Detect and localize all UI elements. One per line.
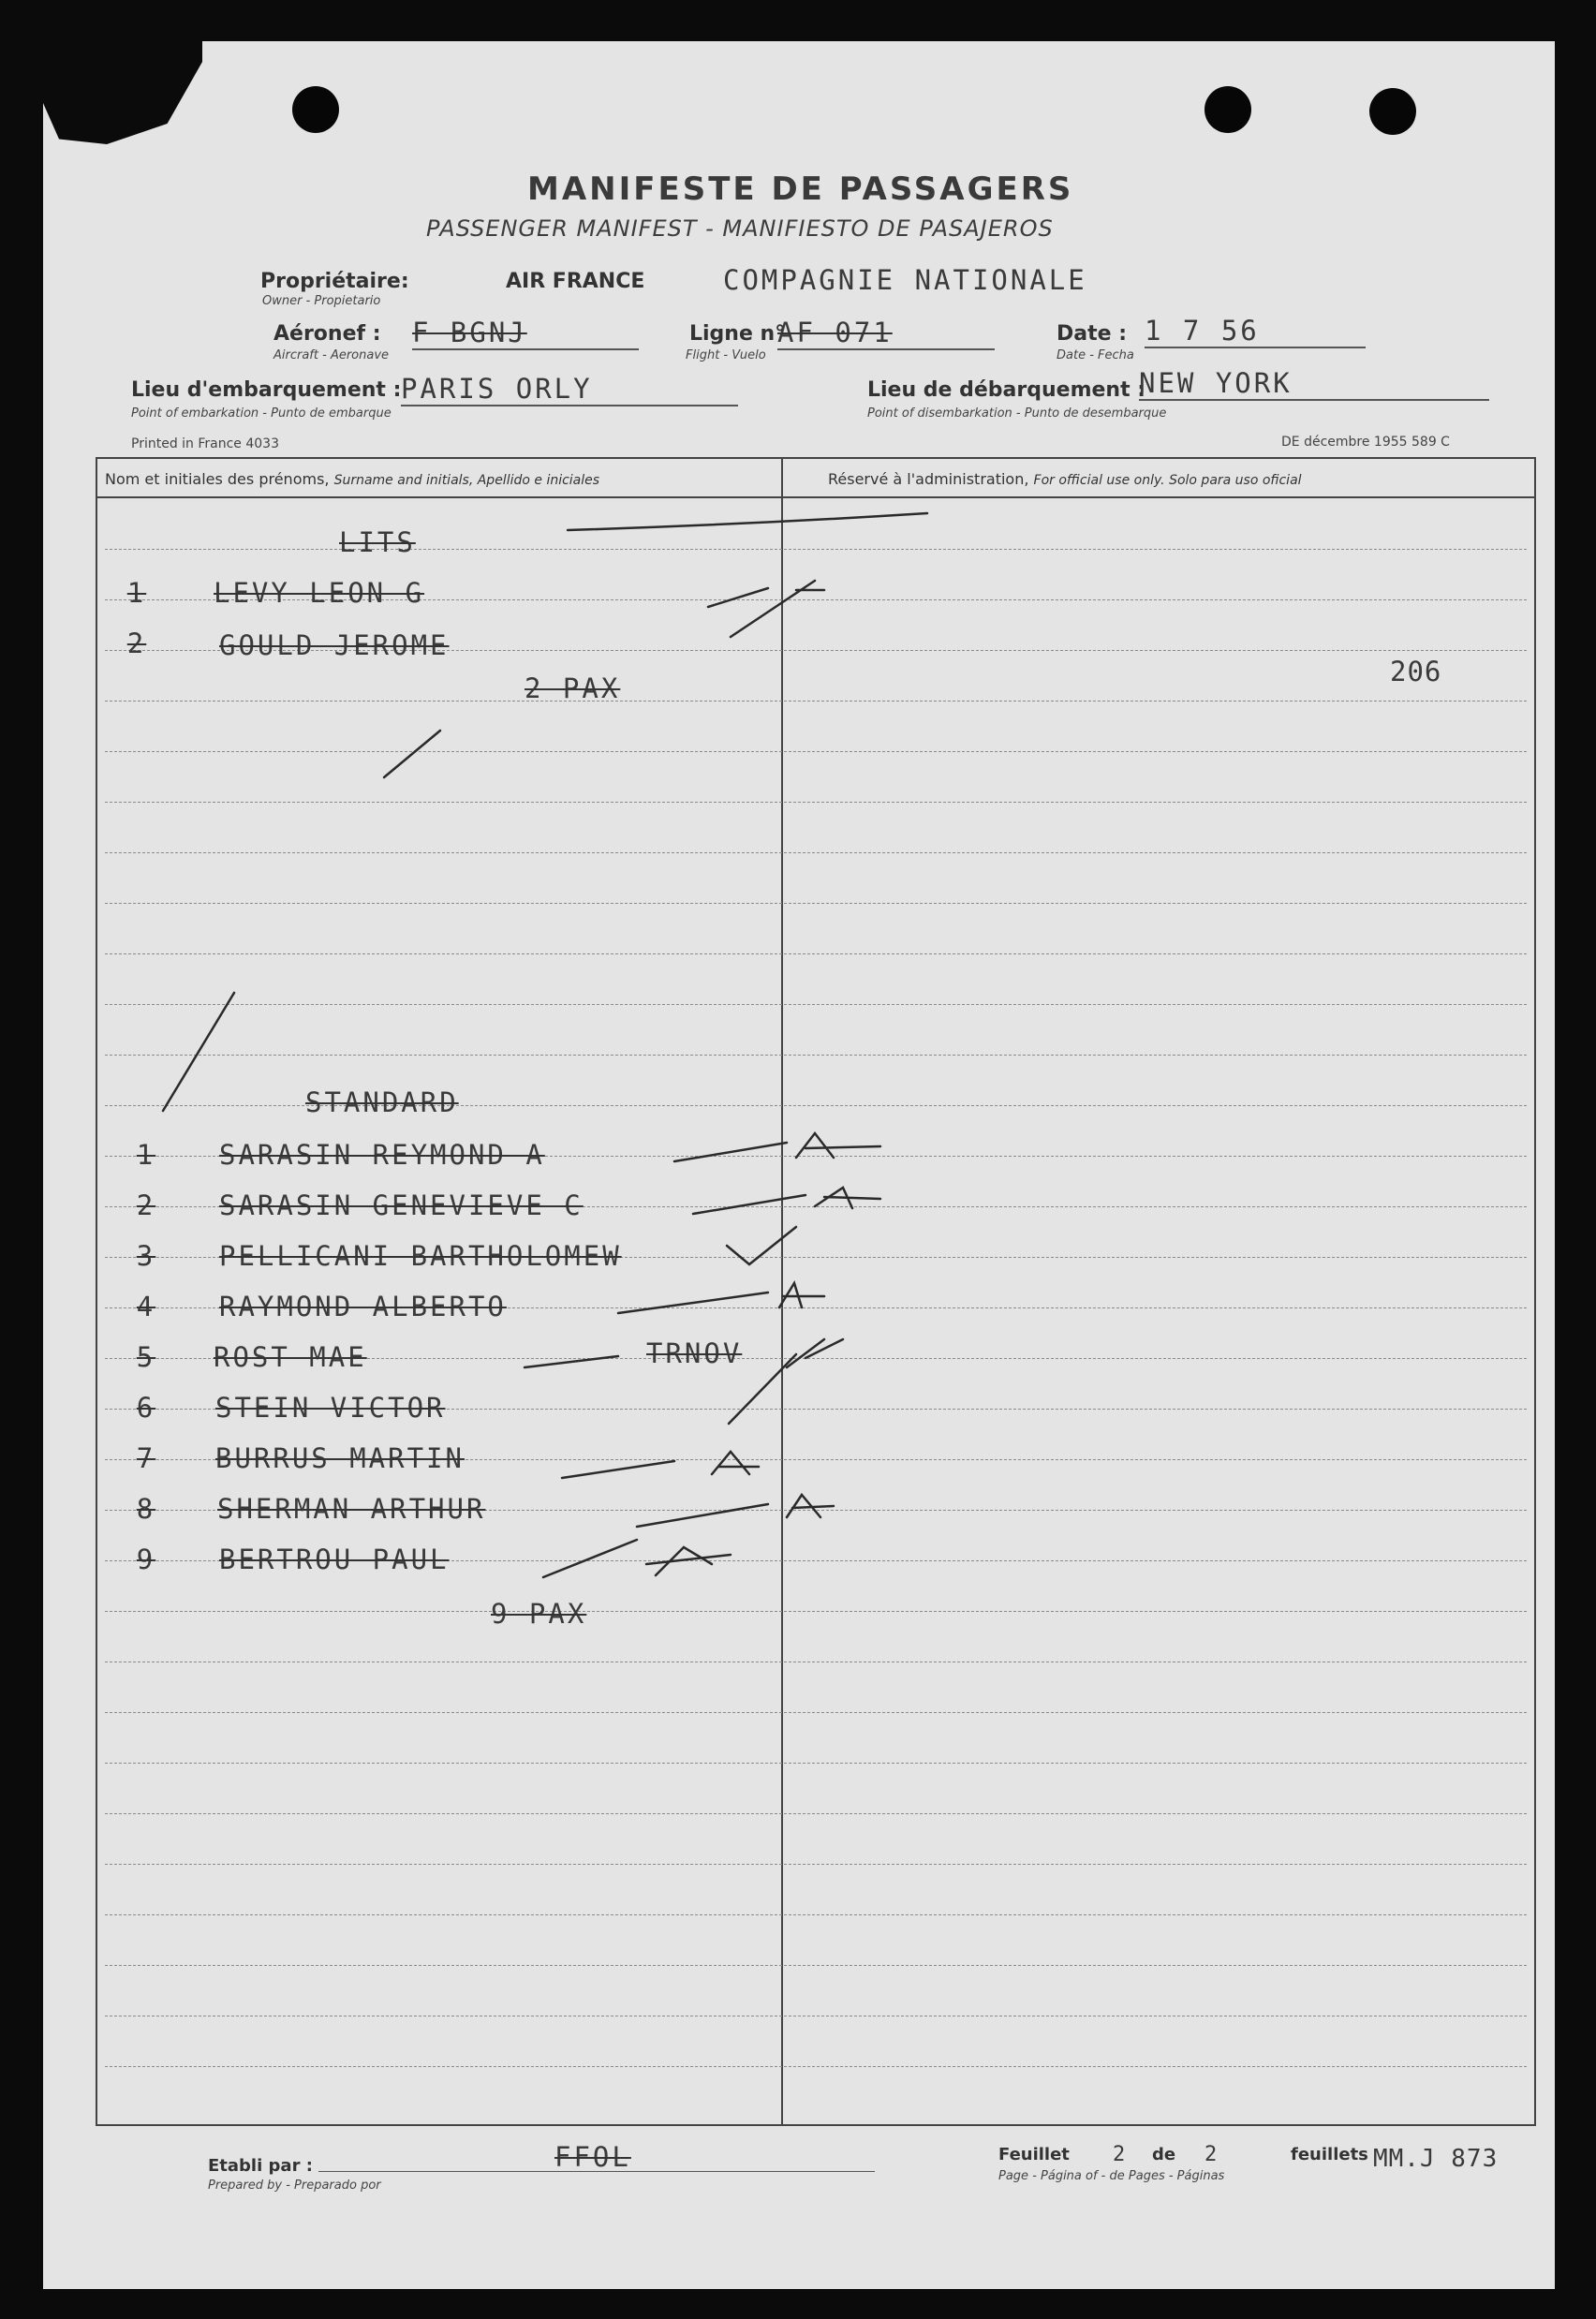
owner-sublabel: Owner - Propietario (262, 294, 381, 308)
pen-line (568, 513, 927, 530)
tick-mark (562, 1452, 759, 1478)
disembark-label: Lieu de débarquement : (867, 378, 1146, 402)
standard-total: 9 PAX (491, 1598, 587, 1630)
standard-row-num: 2 (136, 1189, 156, 1221)
standard-passenger-name: RAYMOND ALBERTO (219, 1291, 507, 1322)
tick-mark (727, 1227, 796, 1264)
owner-printed: AIR FRANCE (506, 270, 645, 293)
tick-mark (637, 1495, 834, 1527)
lits-passenger-name: LEVY LEON G (214, 577, 425, 609)
disembark-value: NEW YORK (1139, 367, 1489, 401)
sheets-label: feuillets (1291, 2145, 1368, 2164)
standard-passenger-extra: TRNOV (646, 1337, 743, 1369)
aircraft-sublabel: Aircraft - Aeronave (273, 348, 390, 362)
standard-passenger-name: STEIN VICTOR (215, 1392, 446, 1424)
date-value: 1 7 56 (1145, 315, 1366, 348)
sheet-num: 2 (1113, 2143, 1129, 2166)
lits-passenger-name: GOULD JEROME (219, 629, 450, 661)
aircraft-label: Aéronef : (273, 322, 381, 346)
standard-row-num: 8 (136, 1493, 156, 1525)
pen-line (384, 731, 440, 777)
tick-mark (729, 1354, 796, 1424)
flight-label: Ligne n° (689, 322, 786, 346)
col-admin-header: Réservé à l'administration, For official use only. Solo para uso oficial (828, 470, 1302, 488)
print-code-left: Printed in France 4033 (131, 436, 279, 451)
document-reference: MM.J 873 (1373, 2145, 1499, 2173)
lits-row-num: 2 (126, 628, 147, 659)
standard-passenger-name: SARASIN REYMOND A (219, 1139, 545, 1171)
embark-value: PARIS ORLY (401, 373, 738, 406)
standard-row-num: 9 (136, 1544, 156, 1575)
prepared-value: FFOL (554, 2141, 631, 2173)
tick-mark (708, 581, 824, 637)
embark-sublabel: Point of embarkation - Punto de embarque (131, 406, 392, 421)
pen-line (163, 993, 234, 1111)
col-name-header: Nom et initiales des prénoms, Surname and initials, Apellido e iniciales (105, 470, 600, 488)
standard-passenger-name: SHERMAN ARTHUR (217, 1493, 486, 1525)
lits-total: 2 PAX (525, 672, 621, 704)
tick-mark (618, 1283, 824, 1313)
manifest-subtitle: PASSENGER MANIFEST - MANIFIESTO DE PASAJEROS (426, 215, 1054, 242)
standard-passenger-name: BURRUS MARTIN (215, 1442, 465, 1474)
standard-row-num: 7 (136, 1442, 156, 1474)
section-heading-lits: LITS (339, 526, 416, 558)
standard-row-num: 5 (136, 1341, 156, 1373)
standard-row-num: 3 (136, 1240, 156, 1272)
section-heading-standard: STANDARD (305, 1086, 459, 1118)
tick-mark (543, 1540, 731, 1577)
standard-row-num: 6 (136, 1392, 156, 1424)
standard-passenger-name: PELLICANI BARTHOLOMEW (219, 1240, 622, 1272)
print-code-right: DE décembre 1955 589 C (1281, 435, 1450, 450)
date-sublabel: Date - Fecha (1057, 348, 1134, 362)
disembark-sublabel: Point of disembarkation - Punto de desembarque (867, 406, 1167, 421)
sheet-sublabel: Page - Página of - de Pages - Páginas (998, 2169, 1225, 2183)
flight-value: AF 071 (777, 317, 995, 350)
sheet-de: de (1152, 2145, 1176, 2164)
owner-value: COMPAGNIE NATIONALE (723, 264, 1087, 296)
sheet-total: 2 (1204, 2143, 1220, 2166)
date-label: Date : (1057, 322, 1128, 346)
tick-mark (674, 1133, 880, 1161)
prepared-sublabel: Prepared by - Preparado por (208, 2179, 381, 2193)
prepared-label: Etabli par : (208, 2156, 313, 2176)
standard-passenger-name: BERTROU PAUL (219, 1544, 450, 1575)
sheet-label: Feuillet (998, 2145, 1070, 2164)
standard-passenger-name: SARASIN GENEVIEVE C (219, 1189, 584, 1221)
embark-label: Lieu d'embarquement : (131, 378, 402, 402)
standard-passenger-name: ROST MAE (214, 1341, 367, 1373)
lits-row-num: 1 (126, 577, 147, 609)
prepared-fill-line (318, 2171, 875, 2172)
admin-note: 206 (1390, 656, 1442, 687)
owner-label: Propriétaire: (260, 270, 409, 293)
flight-sublabel: Flight - Vuelo (686, 348, 766, 362)
standard-row-num: 1 (136, 1139, 156, 1171)
tick-mark (525, 1339, 843, 1367)
manifest-title: MANIFESTE DE PASSAGERS (527, 170, 1074, 208)
tick-mark (693, 1188, 880, 1214)
aircraft-value: F BGNJ (412, 317, 639, 350)
standard-row-num: 4 (136, 1291, 156, 1322)
